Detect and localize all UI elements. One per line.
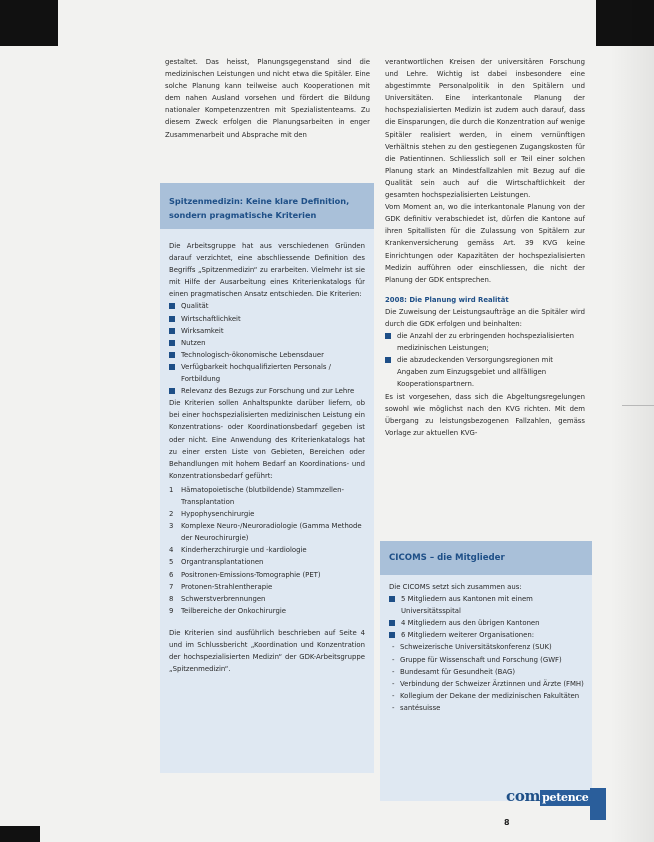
field-item: 9 Teilbereiche der Onkochirurgie bbox=[169, 606, 287, 615]
page-number: 8 bbox=[504, 818, 510, 827]
members-list bbox=[389, 593, 585, 641]
members-intro: Die CICOMS setzt sich zusammen aus: bbox=[389, 583, 522, 591]
criteria-item: Wirksamkeit bbox=[169, 325, 365, 337]
allocation-list bbox=[385, 330, 585, 390]
logo-text-first: com bbox=[506, 787, 541, 805]
criteria-item: Relevanz des Bezugs zur Forschung und zur Lehre bbox=[169, 385, 365, 397]
page-edge-shadow bbox=[610, 0, 654, 842]
field-item: 2 Hypophysenchirurgie bbox=[169, 510, 255, 519]
criteria-item: Verfügbarkeit hochqualifizierten Personals / Fortbildung bbox=[169, 361, 365, 385]
members-box-body bbox=[389, 581, 585, 714]
right-paragraph-4: Es ist vorgesehen, dass sich die Abgeltungsregelungen sowohl wie möglichst nach den KVG richten. Mit dem Übergang zu leistungsbezogenen Fallzahlen, gemäss Vorlage zur aktuellen KVG- bbox=[385, 392, 585, 437]
organisation-item: - Gruppe für Wissenschaft und Forschung (GWF) bbox=[389, 654, 585, 666]
criteria-item: Qualität bbox=[169, 300, 365, 312]
criteria-item: Technologisch-ökonomische Lebensdauer bbox=[169, 349, 365, 361]
organisations-list bbox=[389, 641, 585, 714]
competence-logo bbox=[506, 787, 596, 807]
definition-box-body bbox=[169, 240, 365, 675]
organisation-item: - Verbindung der Schweizer Ärztinnen und Ärzte (FMH) bbox=[389, 678, 585, 690]
logo-text-rest: petence bbox=[542, 791, 589, 804]
members-item: 6 Mitgliedern weiterer Organisationen: bbox=[389, 629, 585, 641]
field-item: 8 Schwerstverbrennungen bbox=[169, 594, 266, 603]
field-item: 4 Kinderherzchirurgie und -kardiologie bbox=[169, 546, 307, 555]
right-column bbox=[385, 56, 585, 439]
section-heading: 2008: Die Planung wird Realität bbox=[385, 295, 509, 304]
organisation-item: - Bundesamt für Gesundheit (BAG) bbox=[389, 666, 585, 678]
right-paragraph-1: verantwortlichen Kreisen der universitären Forschung und Lehre. Wichtig ist dabei insbesondere eine abgestimmte Personalpolitik in den Spitälern und Universitäten. Eine interkantonale Planung der hochspezialisierten Medizin ist zudem auch darauf, dass die Einsparungen, die durch die Konzentration auf wenige Spitäler realisiert werden, in einem vernünftigen Verhältnis stehen zu den gestiegenen Zugangskosten für die Patientinnen. Schliesslich soll er Teil einer solchen Planung stark an Mindestfallzahlen mit Bezug auf die Qualität sein auch auf die Wirtschaftlichkeit der gesamten hochspezialisierten Leistungen. bbox=[385, 58, 585, 200]
definition-box-title: Spitzenmedizin: Keine klare Definition, sondern pragmatische Kriterien bbox=[169, 196, 350, 220]
definition-footer: Die Kriterien sind ausführlich beschrieben auf Seite 4 und im Schlussbericht „Koordination und Konzentration der hochspezialisierten Medizin“ der GDK-Arbeitsgruppe „Spitzenmedizin“. bbox=[169, 628, 365, 674]
field-item: 1 Hämatopoietische (blutbildende) Stammzellen-Transplantation bbox=[169, 485, 345, 506]
scan-corner-top-left bbox=[0, 0, 58, 46]
scan-corner-bottom-left bbox=[0, 826, 40, 842]
organisation-item: - Kollegium der Dekane der medizinischen Fakultäten bbox=[389, 690, 585, 702]
fields-list bbox=[169, 484, 365, 617]
field-item: 3 Komplexe Neuro-/Neuroradiologie (Gamma Methode der Neurochirurgie) bbox=[169, 522, 362, 543]
members-item: 5 Mitgliedern aus Kantonen mit einem Universitätsspital bbox=[389, 593, 585, 617]
members-item: 4 Mitgliedern aus den übrigen Kantonen bbox=[389, 617, 585, 629]
left-intro-text: gestaltet. Das heisst, Planungsgegenstand sind die medizinischen Leistungen und nicht etwa die Spitäler. Eine solche Planung kann teilweise auch Kooperationen mit dem nahen Ausland vorsehen und fördert die Bildung nationaler Kompetenzzentren mit Spezialistenteams. Zu diesem Zweck erfolgen die Planungsarbeiten in enger Zusammenarbeit und Absprache mit den bbox=[165, 58, 370, 139]
criteria-item: Wirtschaftlichkeit bbox=[169, 313, 365, 325]
allocation-item: die abzudeckenden Versorgungsregionen mit Angaben zum Einzugsgebiet und allfälligen Kooperationspartnern. bbox=[385, 354, 585, 390]
field-item: 5 Organtransplantationen bbox=[169, 558, 264, 567]
right-paragraph-2: Vom Moment an, wo die interkantonale Planung von der GDK definitiv verabschiedet ist, dürfen die Kantone auf ihren Spitallisten für die Zulassung von Spitälern zur Krankenversicherung gemäss Art. 39 KVG keine Einrichtungen oder Kapazitäten der hochspezialisierten Medizin aufführen oder einschliessen, die nicht der Planung der GDK entsprechen. bbox=[385, 203, 585, 284]
members-box bbox=[380, 541, 592, 801]
right-paragraph-3: Die Zuweisung der Leistungsaufträge an die Spitäler wird durch die GDK erfolgen und beinhalten: bbox=[385, 307, 585, 328]
page-edge-mark bbox=[622, 405, 654, 406]
left-column bbox=[165, 56, 370, 141]
organisation-item: - santésuisse bbox=[389, 702, 585, 714]
field-item: 7 Protonen-Strahlentherapie bbox=[169, 582, 273, 591]
allocation-item: die Anzahl der zu erbringenden hochspezialisierten medizinischen Leistungen; bbox=[385, 330, 585, 354]
definition-middle: Die Kriterien sollen Anhaltspunkte darüber liefern, ob bei einer hochspezialisierten medizinischen Leistung ein Konzentrations- oder Koordinationsbedarf gegeben ist oder nicht. Eine Anwendung des Kriterienkatalogs hat zu einer ersten Liste von Gebieten, Bereichen oder Behandlungen mit hohem Bedarf an Koordinations- und Konzentrationsbedarf geführt: bbox=[169, 399, 365, 480]
field-item: 6 Positronen-Emissions-Tomographie (PET) bbox=[169, 570, 321, 579]
criteria-list bbox=[169, 300, 365, 397]
members-box-title: CICOMS – die Mitglieder bbox=[389, 553, 505, 563]
criteria-item: Nutzen bbox=[169, 337, 365, 349]
organisation-item: - Schweizerische Universitätskonferenz (SUK) bbox=[389, 641, 585, 653]
definition-intro: Die Arbeitsgruppe hat aus verschiedenen Gründen darauf verzichtet, eine abschliessende Definition des Begriffs „Spitzenmedizin“ zu erarbeiten. Vielmehr ist sie mit Hilfe der Ausarbeitung eines Kriterienkatalogs für einen pragmatischen Ansatz entschieden. Die Kriterien: bbox=[169, 242, 365, 299]
definition-box bbox=[160, 183, 374, 773]
